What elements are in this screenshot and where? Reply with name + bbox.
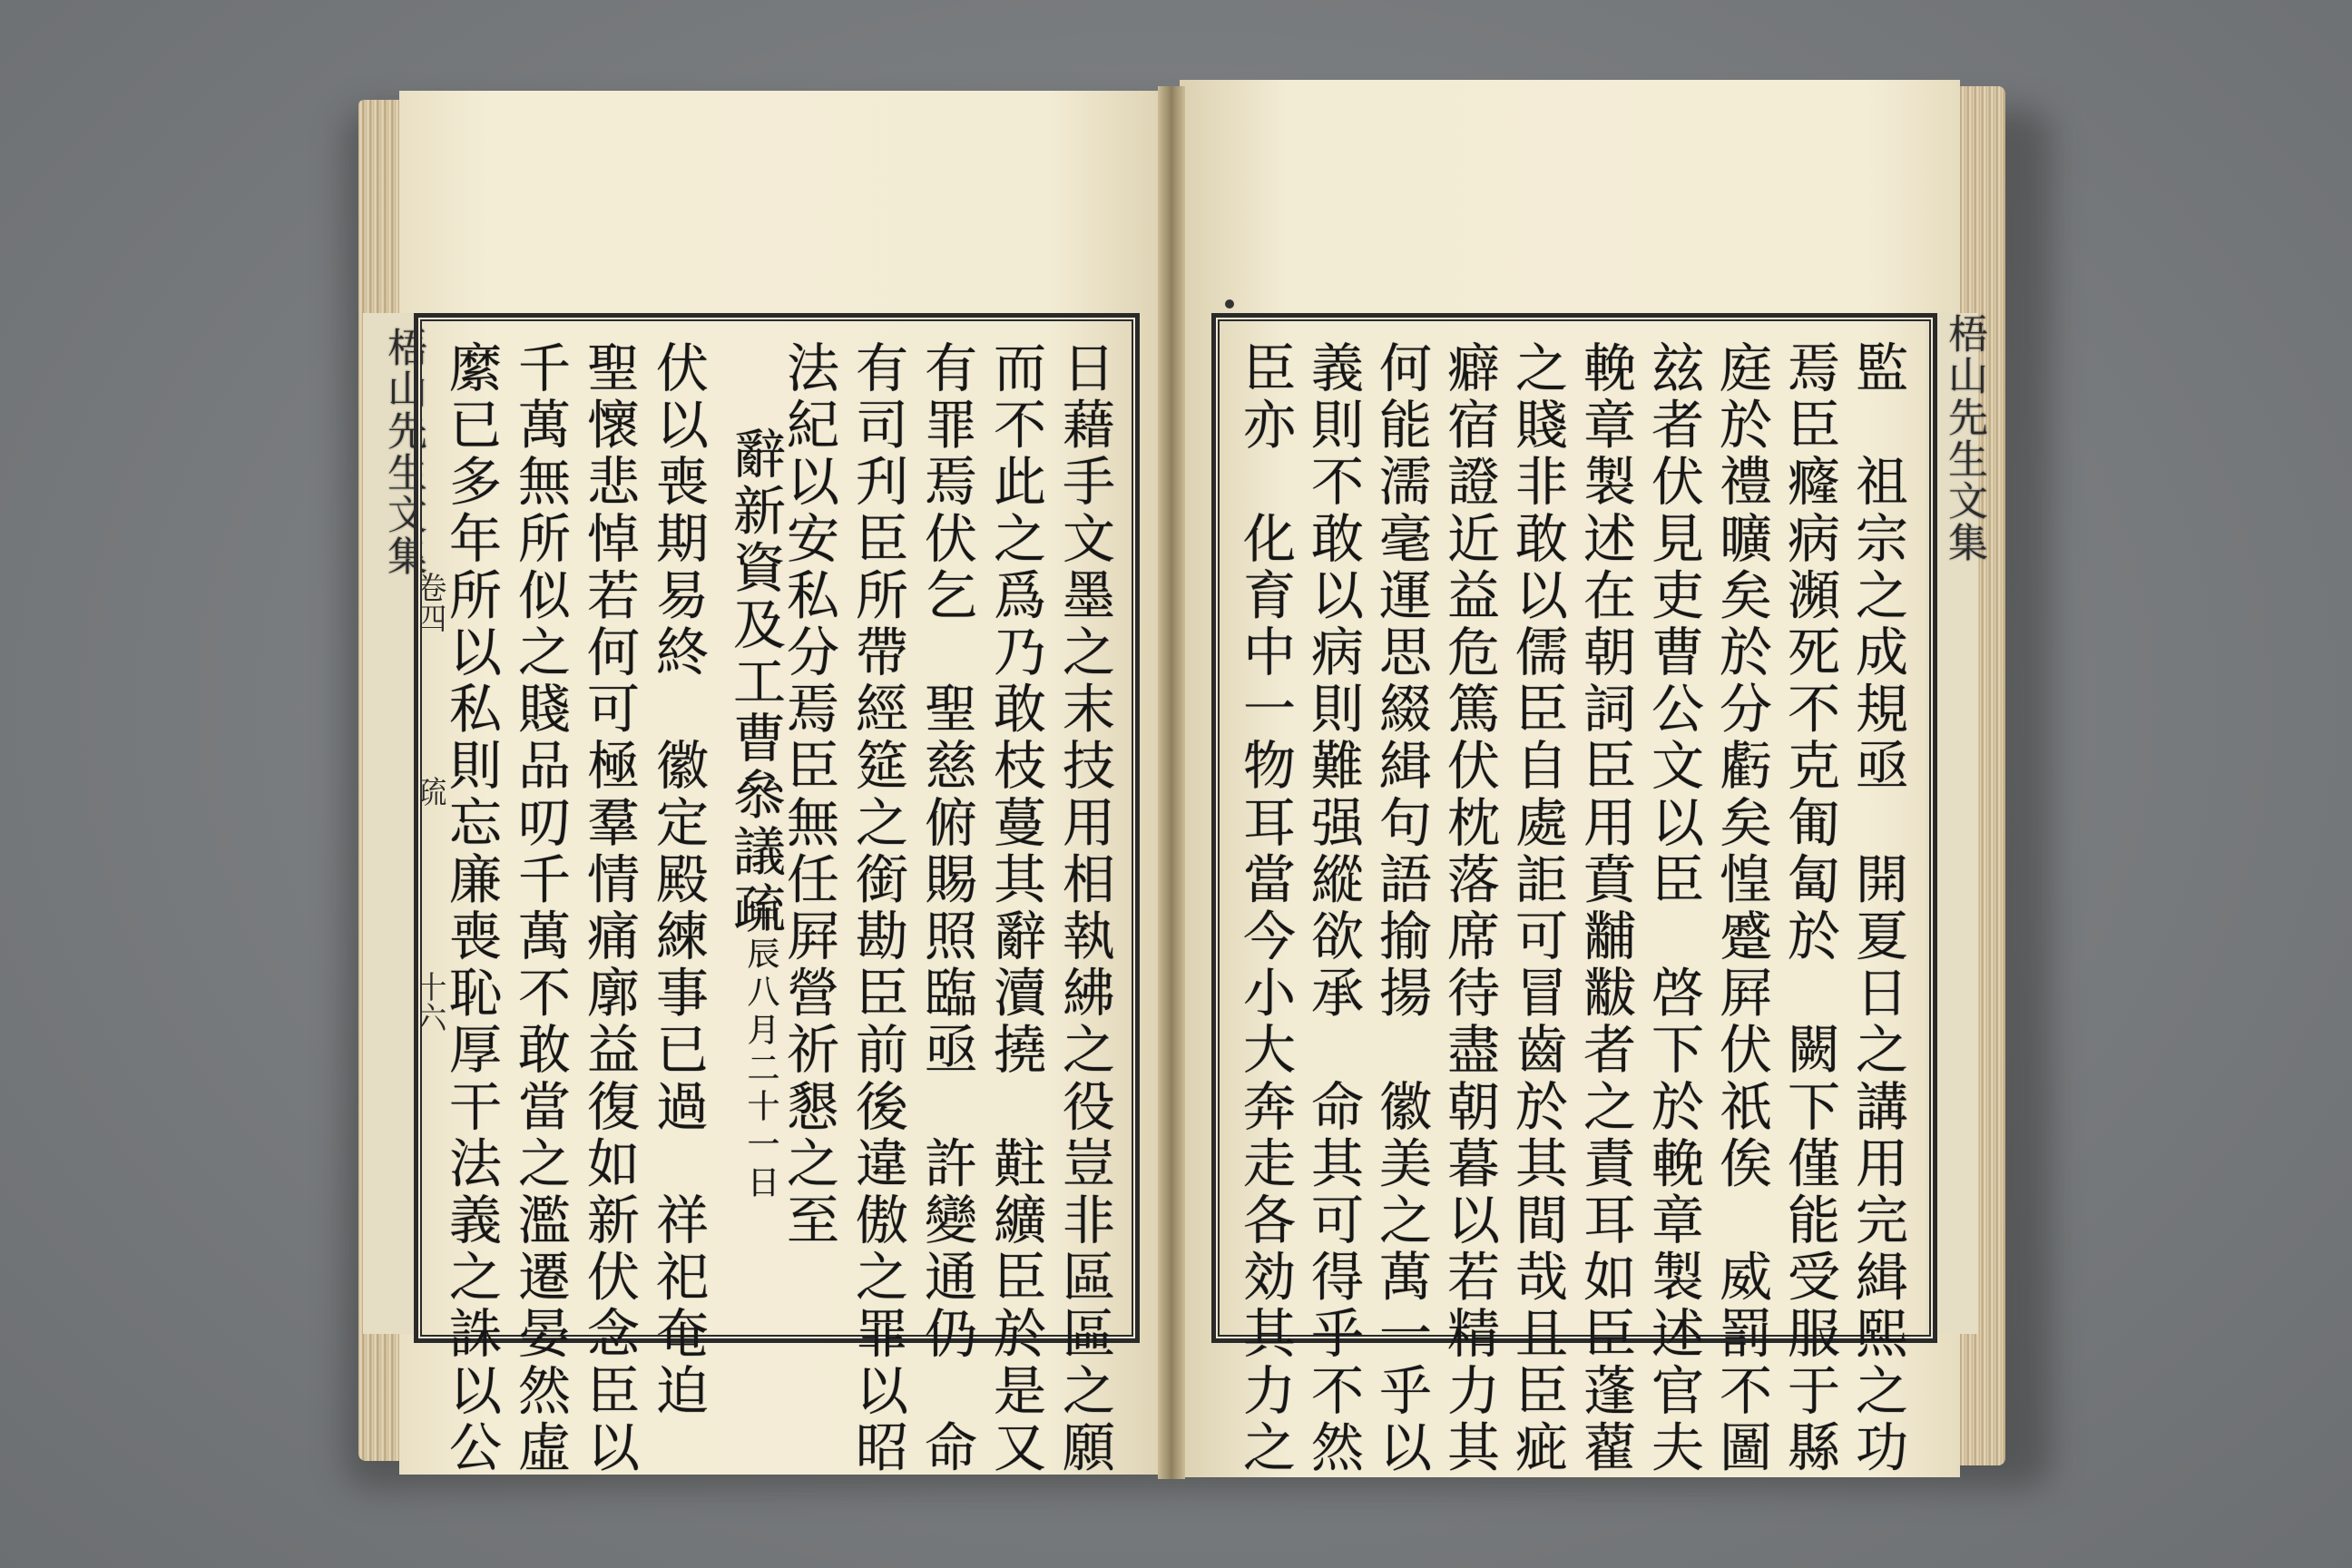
book-gutter [1158,86,1185,1479]
right-text-column-4: 玆者伏見吏曹公文以臣 啓下於輓章製述官夫 [1642,340,1704,1476]
right-heart-title: 梧山先生文集 [1941,313,1987,564]
left-text-column-4: 有司刋臣所帶經筵之銜勘臣前後違傲之罪以昭 [847,340,908,1476]
left-text-column-8: 聖懷悲悼若何可極羣情痛廓益復如新伏念臣以 [578,340,640,1476]
ink-dot [1225,299,1234,309]
left-text-column-9: 千萬無所似之賤品叨千萬不敢當之濫遷晏然虛 [509,340,571,1476]
left-heart-page-number: 十六 [410,971,446,1033]
right-text-column-2: 焉臣癃病瀕死不克匍匐於 闕下僅能受服于縣 [1779,340,1840,1476]
right-text-column-3: 庭於禮曠矣於分虧矣惶蹙屛伏祇俟 威罰不圖 [1710,340,1772,1476]
left-heart-section: 疏 [410,776,446,807]
left-text-column-10: 縻已多年所以私則忘廉喪恥厚干法義之誅以公 [440,340,502,1476]
left-text-column-3: 有罪焉伏乞 聖慈俯賜照臨亟 許變通仍 命 [916,340,977,1476]
left-text-column-6-heading: 辭新資及工曹叅議疏 [724,426,786,938]
right-text-column-10: 臣亦 化育中一物耳當今小大奔走各効其力之 [1234,340,1296,1476]
left-text-column-7: 伏以喪期易終 徽定殿練事已過 祥祀奄迫 [647,340,709,1420]
right-text-column-8: 何能濡毫運思綴緝句語揄揚 徽美之萬一乎以 [1370,340,1432,1476]
left-date-note: 甲辰八月二十一日 [742,898,779,1203]
right-text-column-6: 之賤非敢以儒臣自處詎可冒齒於其間哉且臣疵 [1506,340,1568,1476]
right-text-column-1: 監 祖宗之成規亟 開夏日之講用完緝熙之功 [1847,340,1908,1476]
left-text-column-2: 而不此之爲乃敢枝蔓其辭瀆撓 黈纊臣於是又 [985,340,1046,1476]
right-text-column-5: 輓章製述在朝詞臣用賁黼黻者之責耳如臣蓬藋 [1574,340,1636,1476]
left-text-column-1: 日藉手文墨之末技用相執紼之役豈非區區之願 [1054,340,1115,1476]
left-heart-volume: 卷四 [410,572,446,633]
right-text-column-9: 義則不敢以病則難强縱欲承 命其可得乎不然 [1302,340,1364,1476]
left-text-column-5: 法紀以安私分焉臣無任屛營祈懇之至 [778,340,839,1250]
right-text-column-7: 癖宿證近益危篤伏枕落席待盡朝暮以若精力其 [1438,340,1500,1476]
left-heart-title: 梧山先生文集 [380,327,426,577]
